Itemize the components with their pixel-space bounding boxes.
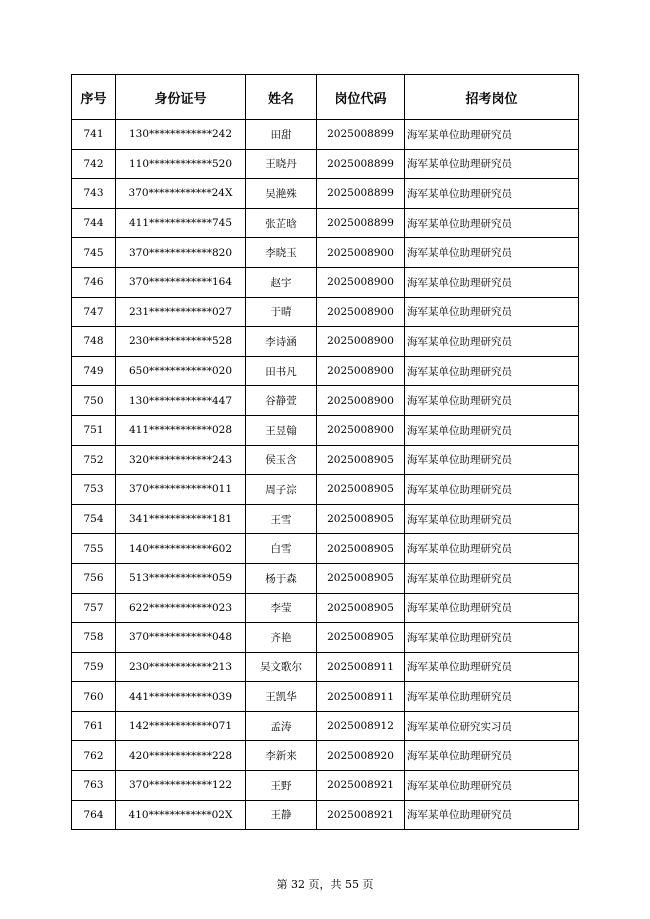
cell-position-code: 2025008905 <box>317 534 405 564</box>
cell-position: 海军某单位助理研究员 <box>405 445 579 475</box>
cell-position: 海军某单位助理研究员 <box>405 297 579 327</box>
page-footer: 第 32 页，共 55 页 <box>276 878 374 891</box>
cell-position-code: 2025008905 <box>317 504 405 534</box>
header-id-number: 身份证号 <box>116 75 246 120</box>
cell-position: 海军某单位助理研究员 <box>405 800 579 830</box>
table-row <box>72 711 579 741</box>
cell-id-number: 140************602 <box>116 534 246 564</box>
cell-name: 李新来 <box>246 741 317 771</box>
cell-position: 海军某单位助理研究员 <box>405 267 579 297</box>
cell-id-number: 110************520 <box>116 149 246 179</box>
header-name: 姓名 <box>246 75 317 120</box>
cell-position-code: 2025008900 <box>317 267 405 297</box>
cell-id-number: 370************24X <box>116 179 246 209</box>
table-row <box>72 415 579 445</box>
cell-position-code: 2025008900 <box>317 356 405 386</box>
cell-position-code: 2025008905 <box>317 445 405 475</box>
header-position-code: 岗位代码 <box>317 75 405 120</box>
cell-index: 756 <box>72 563 116 593</box>
cell-name: 王静 <box>246 800 317 830</box>
cell-id-number: 411************745 <box>116 208 246 238</box>
cell-id-number: 441************039 <box>116 682 246 712</box>
cell-position-code: 2025008911 <box>317 682 405 712</box>
table-row <box>72 238 579 268</box>
table-row <box>72 179 579 209</box>
cell-id-number: 231************027 <box>116 297 246 327</box>
cell-position-code: 2025008899 <box>317 120 405 150</box>
cell-position-code: 2025008921 <box>317 771 405 801</box>
table-row <box>72 386 579 416</box>
cell-name: 吴滟殊 <box>246 179 317 209</box>
cell-index: 759 <box>72 652 116 682</box>
cell-index: 741 <box>72 120 116 150</box>
cell-name: 于晴 <box>246 297 317 327</box>
cell-index: 743 <box>72 179 116 209</box>
cell-position: 海军某单位助理研究员 <box>405 149 579 179</box>
cell-id-number: 370************164 <box>116 267 246 297</box>
cell-position-code: 2025008900 <box>317 415 405 445</box>
cell-index: 753 <box>72 475 116 505</box>
cell-id-number: 650************020 <box>116 356 246 386</box>
table-row <box>72 563 579 593</box>
cell-position-code: 2025008905 <box>317 593 405 623</box>
cell-position: 海军某单位助理研究员 <box>405 120 579 150</box>
cell-id-number: 411************028 <box>116 415 246 445</box>
cell-position: 海军某单位助理研究员 <box>405 386 579 416</box>
header-position: 招考岗位 <box>405 75 579 120</box>
cell-index: 757 <box>72 593 116 623</box>
cell-id-number: 622************023 <box>116 593 246 623</box>
cell-position-code: 2025008912 <box>317 711 405 741</box>
table-row <box>72 623 579 653</box>
cell-name: 王晓丹 <box>246 149 317 179</box>
candidate-table <box>71 74 579 830</box>
table-row <box>72 475 579 505</box>
cell-position-code: 2025008905 <box>317 623 405 653</box>
cell-index: 758 <box>72 623 116 653</box>
cell-id-number: 513************059 <box>116 563 246 593</box>
cell-id-number: 320************243 <box>116 445 246 475</box>
cell-position: 海军某单位助理研究员 <box>405 415 579 445</box>
cell-position-code: 2025008921 <box>317 800 405 830</box>
cell-name: 谷静萱 <box>246 386 317 416</box>
cell-id-number: 370************011 <box>116 475 246 505</box>
cell-id-number: 410************02X <box>116 800 246 830</box>
cell-name: 齐艳 <box>246 623 317 653</box>
cell-position: 海军某单位助理研究员 <box>405 504 579 534</box>
cell-index: 754 <box>72 504 116 534</box>
table-row <box>72 267 579 297</box>
cell-index: 761 <box>72 711 116 741</box>
cell-position-code: 2025008899 <box>317 208 405 238</box>
cell-id-number: 130************242 <box>116 120 246 150</box>
cell-position: 海军某单位助理研究员 <box>405 475 579 505</box>
cell-index: 762 <box>72 741 116 771</box>
table-row <box>72 800 579 830</box>
cell-position: 海军某单位助理研究员 <box>405 327 579 357</box>
cell-position-code: 2025008900 <box>317 327 405 357</box>
header-index: 序号 <box>72 75 116 120</box>
cell-position-code: 2025008900 <box>317 386 405 416</box>
cell-name: 王野 <box>246 771 317 801</box>
cell-id-number: 230************213 <box>116 652 246 682</box>
cell-index: 749 <box>72 356 116 386</box>
cell-name: 李晓玉 <box>246 238 317 268</box>
cell-position-code: 2025008900 <box>317 238 405 268</box>
cell-id-number: 420************228 <box>116 741 246 771</box>
cell-index: 750 <box>72 386 116 416</box>
cell-position-code: 2025008905 <box>317 475 405 505</box>
table-row <box>72 504 579 534</box>
cell-name: 王昱翰 <box>246 415 317 445</box>
table-row <box>72 297 579 327</box>
cell-name: 张芷晗 <box>246 208 317 238</box>
cell-index: 764 <box>72 800 116 830</box>
cell-id-number: 370************122 <box>116 771 246 801</box>
table-body <box>72 120 579 830</box>
cell-id-number: 230************528 <box>116 327 246 357</box>
cell-position: 海军某单位助理研究员 <box>405 563 579 593</box>
cell-index: 746 <box>72 267 116 297</box>
cell-position: 海军某单位助理研究员 <box>405 179 579 209</box>
table-row <box>72 120 579 150</box>
cell-position: 海军某单位助理研究员 <box>405 771 579 801</box>
cell-name: 田书凡 <box>246 356 317 386</box>
cell-name: 赵宇 <box>246 267 317 297</box>
cell-name: 周子淙 <box>246 475 317 505</box>
cell-name: 李诗涵 <box>246 327 317 357</box>
cell-id-number: 370************048 <box>116 623 246 653</box>
cell-position-code: 2025008920 <box>317 741 405 771</box>
cell-name: 孟涛 <box>246 711 317 741</box>
cell-position: 海军某单位助理研究员 <box>405 741 579 771</box>
table-header-row <box>72 75 579 120</box>
cell-position: 海军某单位助理研究员 <box>405 238 579 268</box>
table-row <box>72 534 579 564</box>
cell-position-code: 2025008911 <box>317 652 405 682</box>
table-row <box>72 445 579 475</box>
cell-index: 751 <box>72 415 116 445</box>
table-row <box>72 327 579 357</box>
cell-name: 吴文歌尔 <box>246 652 317 682</box>
cell-id-number: 130************447 <box>116 386 246 416</box>
table-row <box>72 741 579 771</box>
cell-index: 745 <box>72 238 116 268</box>
cell-position-code: 2025008899 <box>317 149 405 179</box>
cell-index: 744 <box>72 208 116 238</box>
cell-id-number: 142************071 <box>116 711 246 741</box>
cell-index: 763 <box>72 771 116 801</box>
cell-name: 白雪 <box>246 534 317 564</box>
table-row <box>72 208 579 238</box>
cell-name: 杨于森 <box>246 563 317 593</box>
table-row <box>72 356 579 386</box>
cell-position: 海军某单位研究实习员 <box>405 711 579 741</box>
cell-index: 742 <box>72 149 116 179</box>
cell-position-code: 2025008900 <box>317 297 405 327</box>
cell-index: 752 <box>72 445 116 475</box>
cell-position-code: 2025008899 <box>317 179 405 209</box>
cell-position: 海军某单位助理研究员 <box>405 652 579 682</box>
cell-name: 李莹 <box>246 593 317 623</box>
cell-index: 760 <box>72 682 116 712</box>
cell-position: 海军某单位助理研究员 <box>405 208 579 238</box>
table-row <box>72 149 579 179</box>
table-row <box>72 682 579 712</box>
cell-id-number: 370************820 <box>116 238 246 268</box>
cell-position: 海军某单位助理研究员 <box>405 623 579 653</box>
cell-name: 田甜 <box>246 120 317 150</box>
table-row <box>72 652 579 682</box>
cell-id-number: 341************181 <box>116 504 246 534</box>
cell-position-code: 2025008905 <box>317 563 405 593</box>
cell-name: 侯玉含 <box>246 445 317 475</box>
table-row <box>72 771 579 801</box>
cell-position: 海军某单位助理研究员 <box>405 593 579 623</box>
cell-position: 海军某单位助理研究员 <box>405 356 579 386</box>
cell-index: 747 <box>72 297 116 327</box>
cell-name: 王凯华 <box>246 682 317 712</box>
cell-name: 王雪 <box>246 504 317 534</box>
cell-index: 755 <box>72 534 116 564</box>
cell-position: 海军某单位助理研究员 <box>405 682 579 712</box>
table-row <box>72 593 579 623</box>
cell-position: 海军某单位助理研究员 <box>405 534 579 564</box>
cell-index: 748 <box>72 327 116 357</box>
